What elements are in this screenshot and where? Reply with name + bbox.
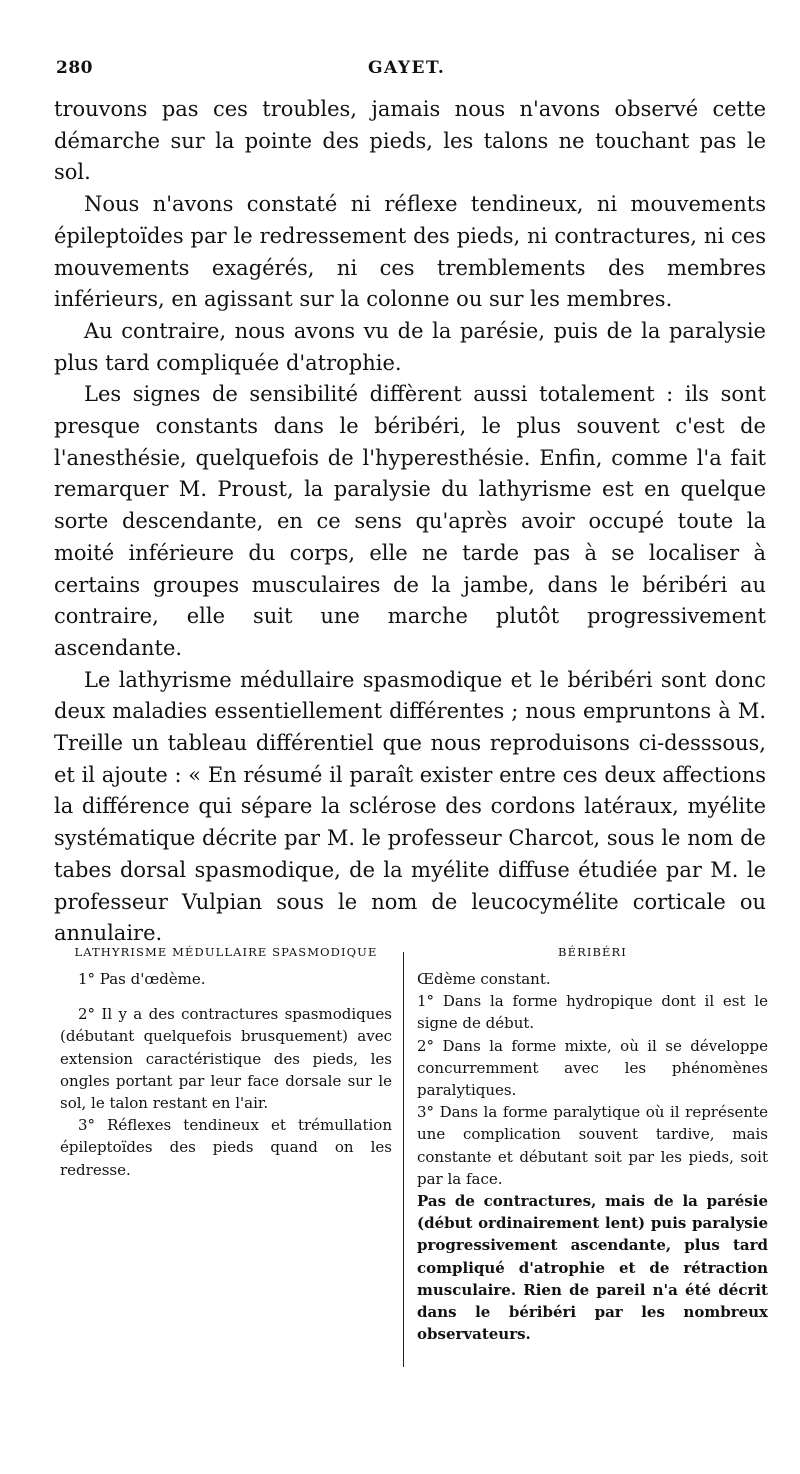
paragraph-2: Nous n'avons constaté ni réflexe tendineux, ni mouvements épileptoïdes par le redressement des pieds, ni contractures, ni ces mouvements exagérés, ni ces tremblements des membres inférieurs, en agissant sur la colonne ou sur les membres. xyxy=(54,192,766,312)
left-column-heading: LATHYRISME MÉDULLAIRE SPASMODIQUE xyxy=(74,945,378,959)
differential-table xyxy=(54,944,770,1384)
paragraph-4: Les signes de sensibilité diffèrent aussi totalement : ils sont presque constants dans le béribéri, le plus souvent c'est de l'anesthésie, quelquefois de l'hyperesthésie. Enfin, comme l'a fait remarquer M. Proust, la paralysie du lathyrisme est en quelque sorte descendante, en ce sens qu'après avoir occupé toute la moité inférieure du corps, elle ne tarde pas à se localiser à certains groupes musculaires de la jambe, dans le béribéri au contraire, elle suit une marche plutôt progressivement ascendante. xyxy=(54,382,766,660)
right-item-3: 2° Dans la forme mixte, où il se développe concurremment avec les phénomènes paralytiques. xyxy=(417,1036,768,1100)
right-column-heading: BÉRIBÉRI xyxy=(558,945,627,959)
right-item-1: Œdème constant. xyxy=(417,970,551,988)
paragraph-5: Le lathyrisme médullaire spasmodique et le béribéri sont donc deux maladies essentiellement différentes ; nous empruntons à M. Treille un tableau différentiel que nous reproduisons ci-desssous, et il ajoute : « En résumé il paraît exister entre ces deux affections la différence qui sépare la sclérose des cordons latéraux, myélite systématique décrite par M. le professeur Charcot, sous le nom de tabes dorsal spasmodique, de la myélite diffuse étudiée par M. le professeur Vulpian sous le nom de leucocymélite corticale ou annulaire. xyxy=(54,667,766,946)
page-number: 280 xyxy=(56,58,93,78)
right-item-5: Pas de contractures, mais de la parésie (début ordinairement lent) puis paralysie progressivement ascendante, plus tard compliqué d'atrophie et de rétraction musculaire. Rien de pareil n'a été décrit dans le béribéri par les nombreux observateurs. xyxy=(417,1192,768,1344)
right-item-2: 1° Dans la forme hydropique dont il est le signe de début. xyxy=(417,992,768,1033)
right-item-4: 3° Dans la forme paralytique où il représente une complication souvent tardive, mais constante et débutant soit par les pieds, soit par la face. xyxy=(417,1103,768,1188)
table-left-column xyxy=(60,944,392,1181)
paragraph-1: trouvons pas ces troubles, jamais nous n'avons observé cette démarche sur la pointe des pieds, les talons ne touchant pas le sol. xyxy=(54,97,766,185)
running-head: GAYET. xyxy=(368,58,446,78)
page-header xyxy=(56,58,766,88)
table-right-column xyxy=(417,944,768,1345)
main-text xyxy=(54,94,766,950)
left-item-3: 3° Réflexes tendineux et trémullation épileptoïdes des pieds quand on les redresse. xyxy=(60,1116,392,1179)
left-item-1: 1° Pas d'œdème. xyxy=(78,970,206,988)
paragraph-3: Au contraire, nous avons vu de la parésie, puis de la paralysie plus tard compliquée d'atrophie. xyxy=(54,318,766,375)
column-divider xyxy=(403,952,404,1367)
left-item-2: 2° Il y a des contractures spasmodiques (débutant quelquefois brusquement) avec extension caractéristique des pieds, les ongles portant par leur face dorsale sur le sol, le talon restant en l'air. xyxy=(60,1005,392,1113)
